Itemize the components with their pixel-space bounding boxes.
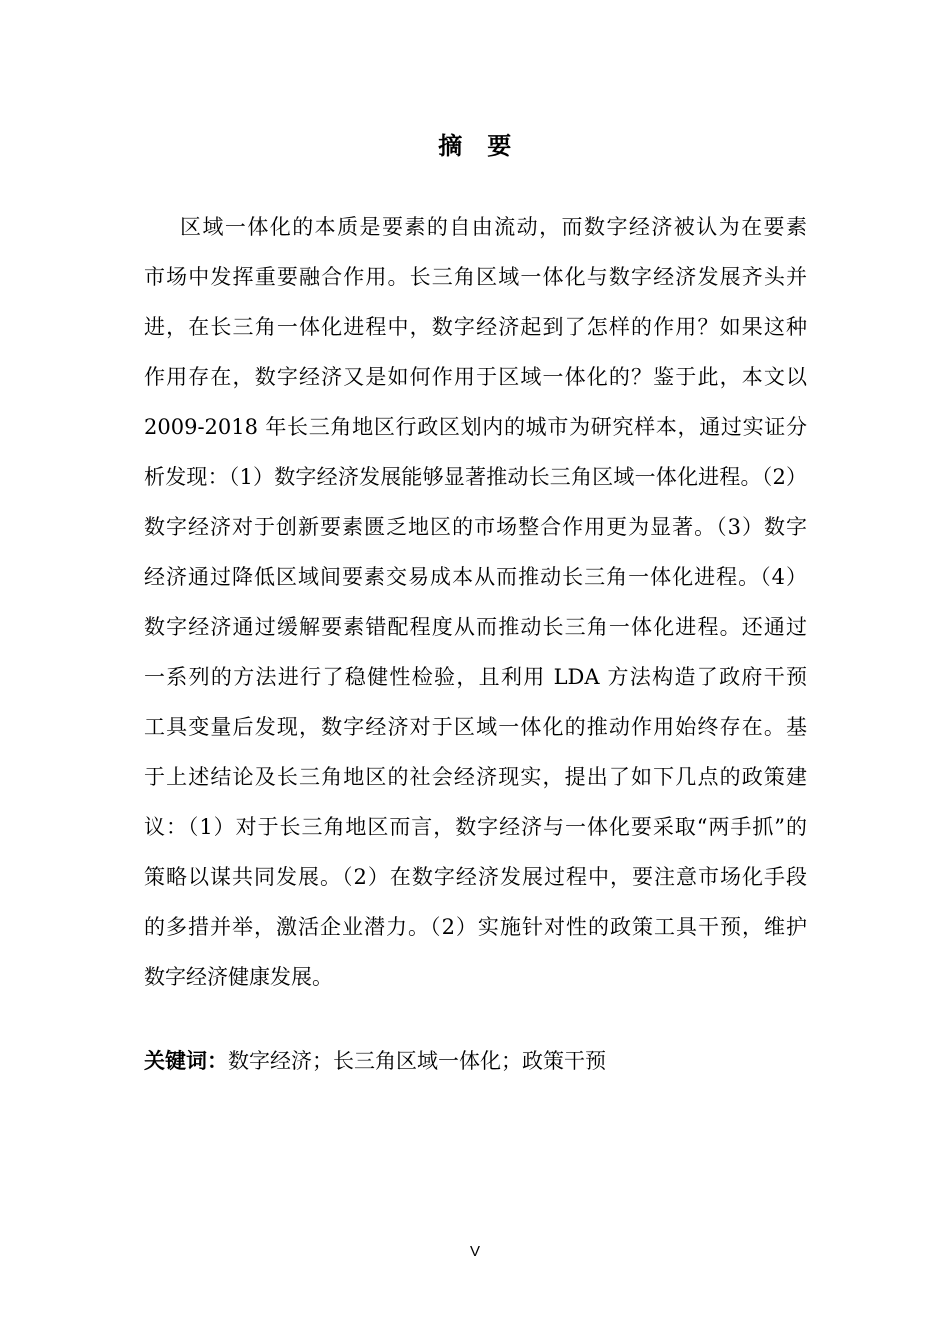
abstract-line: 作用存在，数字经济又是如何作用于区域一体化的？鉴于此，本文以: [144, 365, 807, 389]
page-title: 摘 要: [438, 132, 512, 160]
abstract-line: 析发现：（1）数字经济发展能够显著推动长三角区域一体化进程。（2）: [144, 465, 807, 489]
abstract-line: 市场中发挥重要融合作用。长三角区域一体化与数字经济发展齐头并: [144, 265, 807, 289]
abstract-line: 的多措并举，激活企业潜力。（2）实施针对性的政策工具干预，维护: [144, 915, 807, 939]
abstract-line: 数字经济对于创新要素匮乏地区的市场整合作用更为显著。（3）数字: [144, 515, 807, 539]
abstract-line: 数字经济健康发展。: [144, 965, 333, 989]
abstract-line: 2009-2018 年长三角地区行政区划内的城市为研究样本，通过实证分: [144, 415, 807, 439]
abstract-line: 于上述结论及长三角地区的社会经济现实，提出了如下几点的政策建: [144, 765, 807, 789]
abstract-body: [144, 202, 807, 1002]
keywords-label: 关键词：: [144, 1049, 228, 1073]
abstract-line: 数字经济通过缓解要素错配程度从而推动长三角一体化进程。还通过: [144, 615, 807, 639]
abstract-line: 策略以谋共同发展。（2）在数字经济发展过程中，要注意市场化手段: [144, 865, 807, 889]
abstract-line: 进，在长三角一体化进程中，数字经济起到了怎样的作用？如果这种: [144, 315, 807, 339]
abstract-line: 一系列的方法进行了稳健性检验，且利用 LDA 方法构造了政府干预: [144, 665, 807, 689]
abstract-line: 区域一体化的本质是要素的自由流动，而数字经济被认为在要素: [180, 215, 807, 239]
page-number: V: [469, 1243, 480, 1260]
abstract-line: 工具变量后发现，数字经济对于区域一体化的推动作用始终存在。基: [144, 715, 807, 739]
keywords: [144, 1036, 807, 1086]
abstract-line: 议：（1）对于长三角地区而言，数字经济与一体化要采取“两手抓”的: [144, 815, 807, 839]
keywords-value: 数字经济；长三角区域一体化；政策干预: [228, 1049, 606, 1073]
abstract-line: 经济通过降低区域间要素交易成本从而推动长三角一体化进程。（4）: [144, 565, 807, 589]
